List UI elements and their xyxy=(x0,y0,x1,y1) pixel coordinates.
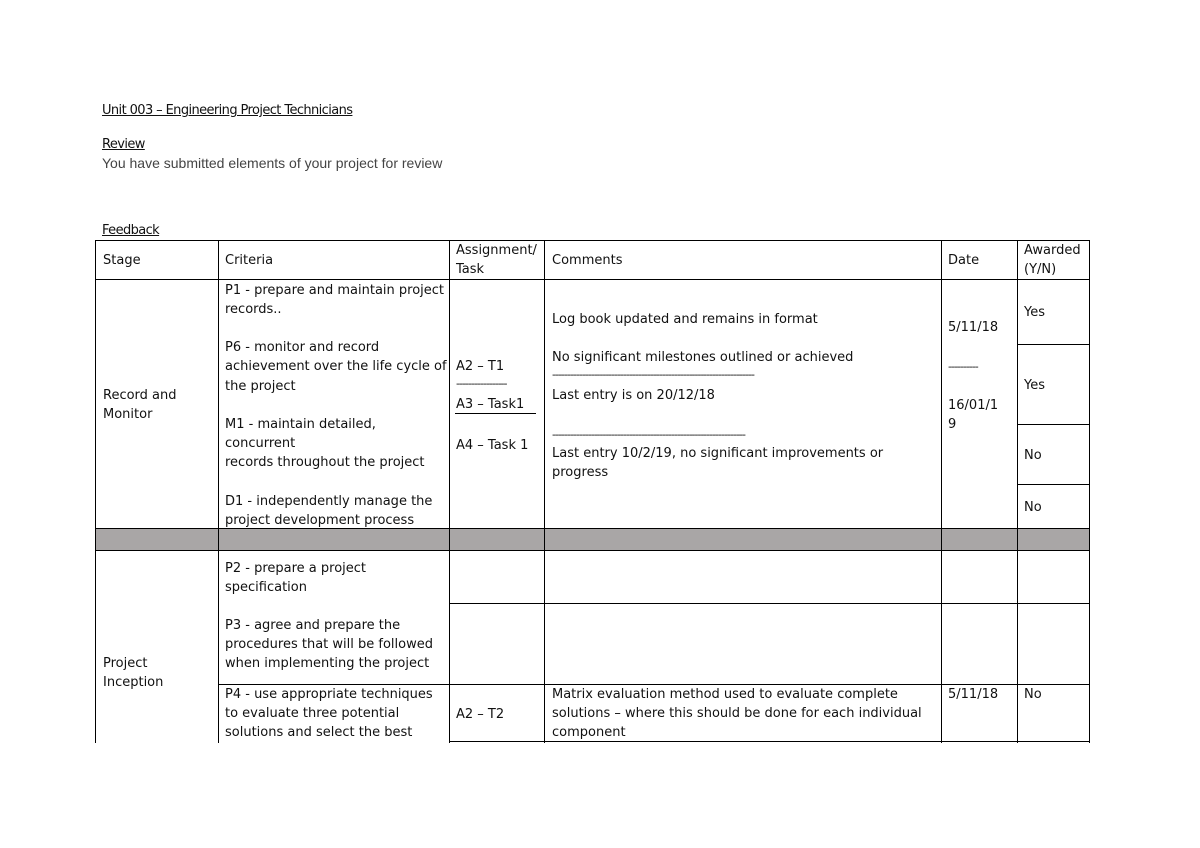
header-criteria: Criteria xyxy=(225,253,274,268)
comment-matrix-line2: solutions – where this should be done for each individual xyxy=(552,706,922,721)
criteria-p2-line1: P2 - prepare a project xyxy=(225,561,367,576)
stage-inception-line1: Project xyxy=(103,656,148,671)
criteria-p6-line1: P6 - monitor and record xyxy=(225,340,380,355)
comment-dash-1: -------------------------------------------------------------------- xyxy=(552,368,754,381)
col-line-1 xyxy=(218,240,219,743)
table-bottom-line xyxy=(449,741,1090,742)
criteria-p6-line3: the project xyxy=(225,379,296,394)
review-heading: Review xyxy=(102,137,145,152)
criteria-p6-line2: achievement over the life cycle of xyxy=(225,359,447,374)
stage-record-line1: Record and xyxy=(103,388,177,403)
date-2-line1: 16/01/1 xyxy=(948,398,999,413)
assignment-dash: ----------------- xyxy=(456,377,507,390)
criteria-p3-line3: when implementing the project xyxy=(225,656,430,671)
awarded-divider-2 xyxy=(1017,424,1090,425)
comment-last-entry-2-line2: progress xyxy=(552,465,609,480)
awarded-d1: No xyxy=(1024,500,1042,515)
date-p4: 5/11/18 xyxy=(948,687,999,702)
criteria-p1-line1: P1 - prepare and maintain project xyxy=(225,283,445,298)
awarded-p1: Yes xyxy=(1024,305,1045,320)
date-2-line2: 9 xyxy=(948,417,957,432)
criteria-p4-line3: solutions and select the best xyxy=(225,725,413,740)
comment-matrix-line3: component xyxy=(552,725,626,740)
col-line-3 xyxy=(544,240,545,743)
col-line-0 xyxy=(95,240,96,743)
assignment-a4-task1: A4 – Task 1 xyxy=(456,438,529,453)
awarded-m1: No xyxy=(1024,448,1042,463)
date-dash: ---------- xyxy=(948,360,978,373)
stage-record-line2: Monitor xyxy=(103,407,153,422)
criteria-m1-line3: records throughout the project xyxy=(225,455,425,470)
header-awarded-line1: Awarded xyxy=(1024,243,1081,258)
comment-logbook: Log book updated and remains in format xyxy=(552,312,818,327)
awarded-divider-1 xyxy=(1017,344,1090,345)
assignment-a2-t2: A2 – T2 xyxy=(456,707,505,722)
criteria-p3-line1: P3 - agree and prepare the xyxy=(225,618,401,633)
awarded-divider-3 xyxy=(1017,484,1090,485)
col-line-4 xyxy=(941,240,942,743)
comment-last-entry-2-line1: Last entry 10/2/19, no significant improvements or xyxy=(552,446,884,461)
criteria-m1-line2: concurrent xyxy=(225,436,296,451)
header-comments: Comments xyxy=(552,253,623,268)
feedback-heading: Feedback xyxy=(102,223,160,238)
header-date: Date xyxy=(948,253,980,268)
criteria-p4-line1: P4 - use appropriate techniques xyxy=(225,687,433,702)
criteria-p2-line2: specification xyxy=(225,580,307,595)
comment-dash-2: ----------------------------------------------------------------- xyxy=(552,428,746,441)
comment-matrix-line1: Matrix evaluation method used to evaluate complete xyxy=(552,687,898,702)
date-1: 5/11/18 xyxy=(948,320,999,335)
comment-last-entry-1: Last entry is on 20/12/18 xyxy=(552,388,715,403)
col-line-2 xyxy=(449,240,450,743)
criteria-p1-line2: records.. xyxy=(225,302,282,317)
criteria-d1-line1: D1 - independently manage the xyxy=(225,494,433,509)
criteria-m1-line1: M1 - maintain detailed, xyxy=(225,417,376,432)
document-title: Unit 003 – Engineering Project Technicians xyxy=(102,103,353,118)
header-awarded-line2: (Y/N) xyxy=(1024,262,1057,277)
criteria-p4-line2: to evaluate three potential xyxy=(225,706,400,721)
criteria-p3-line2: procedures that will be followed xyxy=(225,637,433,652)
assignment-a2-t1: A2 – T1 xyxy=(456,359,505,374)
header-stage: Stage xyxy=(103,253,141,268)
review-text: You have submitted elements of your project for review xyxy=(102,155,443,171)
awarded-p6: Yes xyxy=(1024,378,1045,393)
awarded-p4: No xyxy=(1024,687,1042,702)
assignment-a3-task1: A3 – Task1 xyxy=(456,397,525,412)
header-assignment-line1: Assignment/ xyxy=(456,243,537,258)
p2-row-bottom-line xyxy=(449,603,1090,604)
col-line-6 xyxy=(1089,240,1090,743)
header-assignment-line2: Task xyxy=(456,262,485,277)
col-line-5 xyxy=(1017,240,1018,743)
stage-inception-line2: Inception xyxy=(103,675,164,690)
criteria-d1-line2: project development process xyxy=(225,513,415,528)
comment-milestones: No significant milestones outlined or achieved xyxy=(552,350,854,365)
